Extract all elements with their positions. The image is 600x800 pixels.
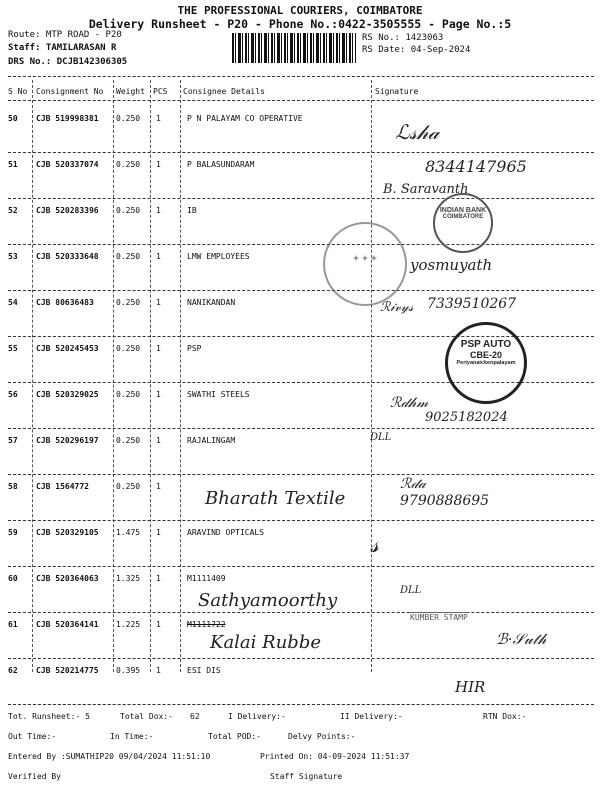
row-consignment-no: CJB 520364141	[36, 620, 99, 629]
row-consignee: SWATHI STEELS	[187, 390, 250, 399]
row-sno: 60	[8, 574, 18, 583]
row-divider	[8, 474, 594, 475]
row-sno: 62	[8, 666, 18, 675]
handwritten-phone: 9025182024	[425, 410, 508, 425]
row-consignment-no: CJB 520245453	[36, 344, 99, 353]
row-weight: 0.250	[116, 160, 141, 169]
row-sno: 52	[8, 206, 18, 215]
signature-scribble: ℛ𝒹𝒽𝓂	[390, 395, 429, 411]
row-sno: 58	[8, 482, 18, 491]
row-pcs: 1	[156, 390, 161, 399]
row-consignee: M1111722	[187, 620, 226, 629]
row-pcs: 1	[156, 114, 161, 123]
col-header-sno: S No	[8, 87, 28, 96]
in-time: In Time:-	[110, 732, 154, 741]
divider	[8, 704, 594, 705]
col-header-signature: Signature	[375, 87, 419, 96]
delvy-points: Delvy Points:-	[288, 732, 356, 741]
row-consignment-no: CJB 1564772	[36, 482, 89, 491]
table-row	[0, 436, 600, 482]
row-consignee: ESI DIS	[187, 666, 221, 675]
handwritten-phone: 9790888695	[400, 493, 490, 509]
barcode	[232, 33, 356, 63]
row-consignment-no: CJB 519998381	[36, 114, 99, 123]
entered-by: Entered By :SUMATHIP20 09/04/2024 11:51:10	[8, 752, 211, 761]
row-sno: 61	[8, 620, 18, 629]
row-weight: 0.250	[116, 436, 141, 445]
table-row	[0, 114, 600, 160]
company-title: THE PROFESSIONAL COURIERS, COIMBATORE	[177, 4, 423, 17]
row-consignee: PSP	[187, 344, 202, 353]
staff-signature: Staff Signature	[270, 772, 343, 781]
row-consignee: LMW EMPLOYEES	[187, 252, 250, 261]
total-pod: Total POD:-	[208, 732, 261, 741]
row-pcs: 1	[156, 620, 161, 629]
table-row	[0, 252, 600, 298]
row-pcs: 1	[156, 666, 161, 675]
psp-auto-stamp: PSP AUTO CBE-20 Periyanaickenpalayam	[445, 322, 527, 404]
row-pcs: 1	[156, 528, 161, 537]
row-sno: 59	[8, 528, 18, 537]
row-weight: 0.250	[116, 482, 141, 491]
total-dox-label: Total Dox:-	[120, 712, 173, 721]
col-header-consignee: Consignee Details	[183, 87, 265, 96]
row-divider	[8, 198, 594, 199]
row-consignment-no: CJB 520364063	[36, 574, 99, 583]
handwritten-name: Sathyamoorthy	[198, 590, 338, 611]
row-weight: 0.250	[116, 206, 141, 215]
row-divider	[8, 152, 594, 153]
row-consignment-no: CJB 80636483	[36, 298, 94, 307]
row-pcs: 1	[156, 160, 161, 169]
row-consignment-no: CJB 520333648	[36, 252, 99, 261]
row-divider	[8, 658, 594, 659]
row-sno: 53	[8, 252, 18, 261]
row-pcs: 1	[156, 436, 161, 445]
row-consignment-no: CJB 520283396	[36, 206, 99, 215]
total-runsheet: Tot. Runsheet:- 5	[8, 712, 90, 721]
divider	[8, 100, 594, 101]
signature-scribble: 𝓈	[370, 530, 379, 558]
handwritten-phone: 8344147965	[425, 157, 527, 176]
handwritten-name: Kalai Rubbe	[210, 632, 321, 653]
row-weight: 0.250	[116, 298, 141, 307]
row-divider	[8, 290, 594, 291]
col-header-weight: Weight	[116, 87, 145, 96]
row-consignment-no: CJB 520329105	[36, 528, 99, 537]
row-sno: 57	[8, 436, 18, 445]
table-row	[0, 666, 600, 712]
row-divider	[8, 428, 594, 429]
row-weight: 1.325	[116, 574, 141, 583]
row-weight: 0.250	[116, 114, 141, 123]
row-consignment-no: CJB 520296197	[36, 436, 99, 445]
row-divider	[8, 244, 594, 245]
runsheet-subtitle: Delivery Runsheet - P20 - Phone No.:0422-3505555 - Page No.:5	[88, 17, 512, 31]
row-divider	[8, 566, 594, 567]
row-consignee: P BALASUNDARAM	[187, 160, 255, 169]
row-weight: 0.395	[116, 666, 141, 675]
row-divider	[8, 520, 594, 521]
row-sno: 54	[8, 298, 18, 307]
seal-stamp: ✦ ✦ ✦	[323, 222, 407, 306]
signature-scribble: ℬ·𝒮𝓊𝓉𝒽	[496, 630, 547, 648]
row-pcs: 1	[156, 574, 161, 583]
row-consignee: IB	[187, 206, 197, 215]
row-sno: 56	[8, 390, 18, 399]
row-sno: 55	[8, 344, 18, 353]
handwritten-mark: HIR	[455, 678, 486, 696]
row-consignee: ARAVIND OPTICALS	[187, 528, 265, 537]
rtn-dox: RTN Dox:-	[483, 712, 527, 721]
divider	[8, 76, 594, 77]
row-sno: 51	[8, 160, 18, 169]
handwritten-mark: DLL	[400, 585, 422, 596]
row-weight: 0.250	[116, 390, 141, 399]
row-consignee: RAJALINGAM	[187, 436, 236, 445]
row-weight: 1.225	[116, 620, 141, 629]
out-time: Out Time:-	[8, 732, 57, 741]
row-consignee: NANIKANDAN	[187, 298, 236, 307]
ii-delivery: II Delivery:-	[340, 712, 403, 721]
signature-scribble: ℒ𝓈𝒽𝒶	[395, 120, 440, 144]
row-consignee: P N PALAYAM CO OPERATIVE	[187, 114, 303, 123]
kumber-stamp: KUMBER STAMP	[410, 613, 468, 622]
handwritten-name: Bharath Textile	[205, 488, 346, 509]
row-weight: 1.475	[116, 528, 141, 537]
col-header-consignment: Consignment No	[36, 87, 104, 96]
indian-bank-stamp: INDIAN BANK COIMBATORE	[433, 193, 493, 253]
row-divider	[8, 612, 594, 613]
table-row	[0, 390, 600, 436]
table-row	[0, 206, 600, 252]
signature-scribble: ℛ𝒹𝒶	[400, 476, 426, 492]
route-label: Route: MTP ROAD - P20	[8, 30, 122, 40]
staff-label: Staff: TAMILARASAN R	[8, 43, 117, 53]
row-pcs: 1	[156, 252, 161, 261]
verified-by: Verified By	[8, 772, 61, 781]
row-weight: 0.250	[116, 252, 141, 261]
row-pcs: 1	[156, 344, 161, 353]
drs-number: DRS No.: DCJB142306305	[8, 57, 128, 67]
rs-number: RS No.: 1423063	[362, 33, 444, 43]
row-consignment-no: CJB 520337074	[36, 160, 99, 169]
printed-on: Printed On: 04-09-2024 11:51:37	[260, 752, 410, 761]
handwritten-phone: 7339510267	[427, 296, 517, 312]
row-sno: 50	[8, 114, 18, 123]
total-dox-value: 62	[190, 712, 200, 721]
col-header-pcs: PCS	[153, 87, 168, 96]
row-weight: 0.250	[116, 344, 141, 353]
row-consignment-no: CJB 520329025	[36, 390, 99, 399]
table-row	[0, 528, 600, 574]
handwritten-name: B. Saravanth	[383, 182, 469, 197]
rs-date: RS Date: 04-Sep-2024	[362, 45, 471, 55]
signature-scribble: ℛ𝒾𝓋𝓎𝓈	[380, 300, 414, 315]
row-consignment-no: CJB 520214775	[36, 666, 99, 675]
handwritten-mark: DLL	[370, 432, 392, 443]
row-pcs: 1	[156, 482, 161, 491]
row-consignee: M1111409	[187, 574, 226, 583]
i-delivery: I Delivery:-	[228, 712, 286, 721]
row-pcs: 1	[156, 206, 161, 215]
row-pcs: 1	[156, 298, 161, 307]
handwritten-name: yosmuyath	[410, 256, 493, 274]
